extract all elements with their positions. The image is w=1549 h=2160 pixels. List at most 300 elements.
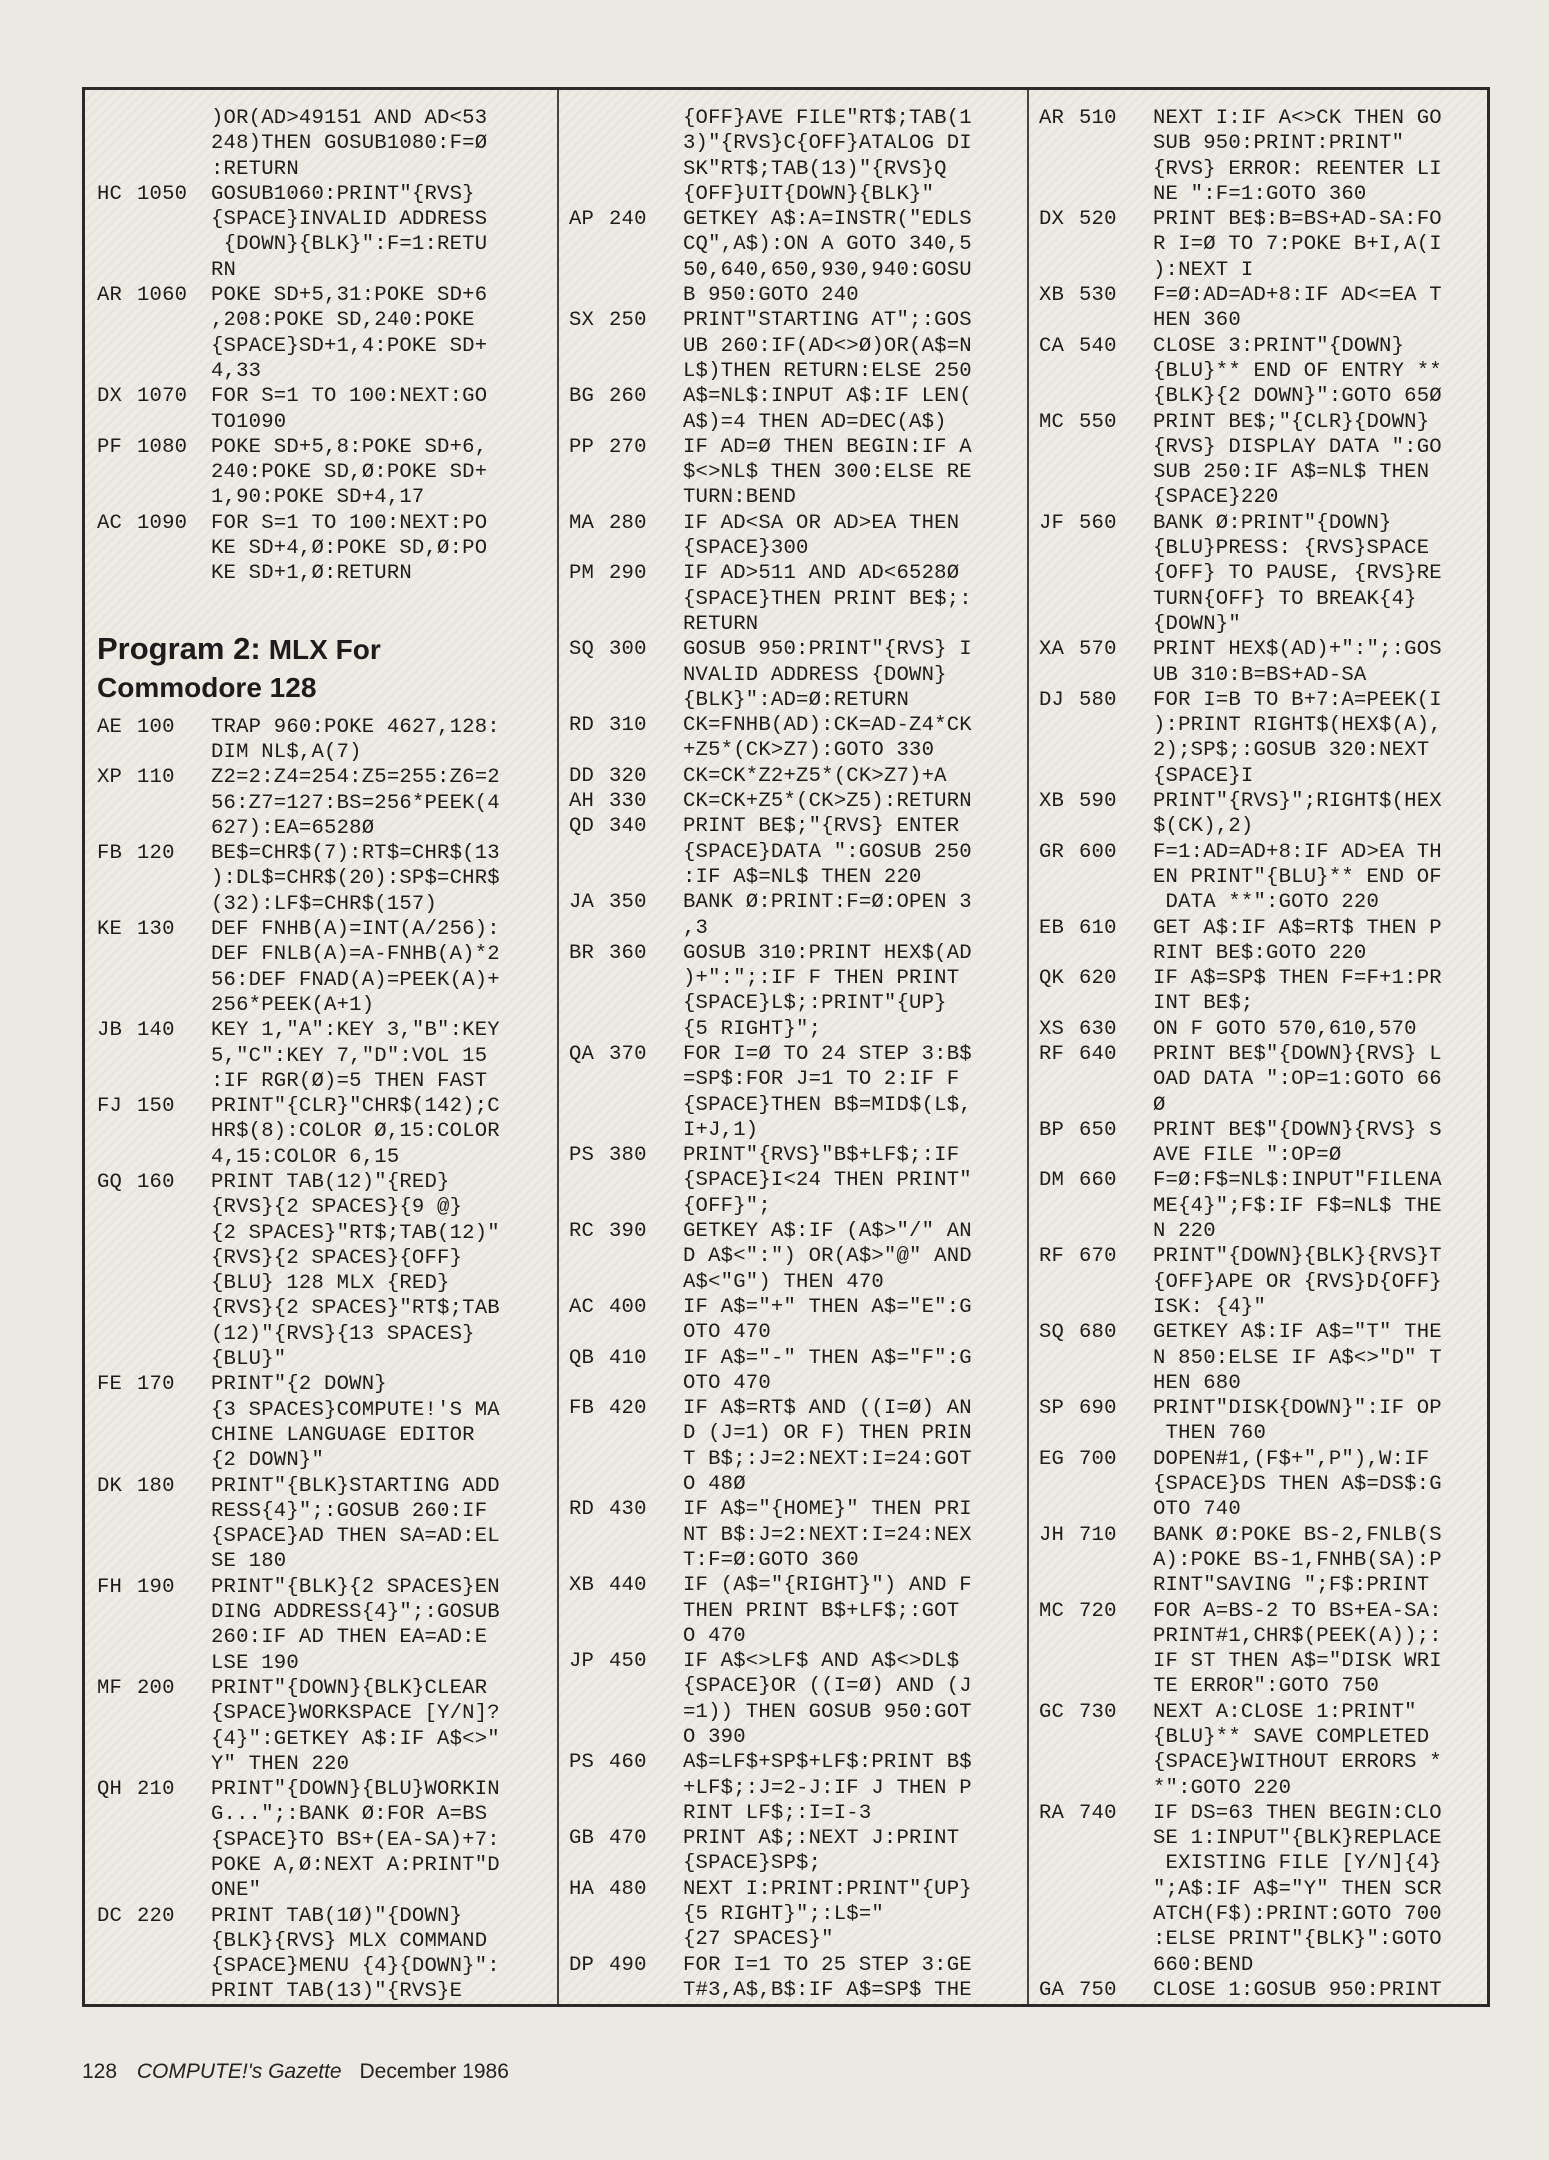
basic-code: *":GOTO 220 (1153, 1776, 1292, 1800)
checksum: JA (569, 891, 595, 915)
line-number: 1070 (137, 385, 188, 409)
code-line (569, 308, 1027, 333)
basic-code: PRINT TAB(13)"{RVS}E (211, 1980, 463, 2004)
code-line (569, 1017, 1027, 1042)
basic-code: :ELSE PRINT"{BLK}":GOTO (1153, 1928, 1442, 1952)
code-line (569, 2003, 1027, 2004)
checksum: DK (97, 1474, 123, 1498)
line-number: 130 (137, 918, 175, 942)
basic-code: INT BE$; (1153, 992, 1254, 1016)
basic-code: GOSUB 950:PRINT"{RVS} I (683, 638, 972, 662)
basic-code: PRINT"{BLK}STARTING ADD (211, 1474, 500, 1498)
basic-code: 56:DEF FNAD(A)=PEEK(A)+ (211, 968, 500, 992)
code-line (1039, 637, 1490, 662)
code-line (569, 1194, 1027, 1219)
line-number: 680 (1079, 1321, 1117, 1345)
basic-code: {3 SPACES}COMPUTE!'S MA (211, 1398, 500, 1422)
code-line (1039, 1371, 1490, 1396)
code-line (1039, 561, 1490, 586)
code-line (97, 511, 557, 536)
checksum: RD (569, 1498, 595, 1522)
basic-code: {5 RIGHT}";:L$=" (683, 1903, 884, 1927)
line-number: 300 (609, 638, 647, 662)
basic-code: OTO 470 (683, 1321, 771, 1345)
basic-code: T#3,A$,B$:IF A$=SP$ THE (683, 1978, 972, 2002)
checksum: XA (1039, 638, 1065, 662)
listing-column-3 (1027, 90, 1490, 2004)
code-line (569, 764, 1027, 789)
checksum: EB (1039, 916, 1065, 940)
basic-code: 260:IF AD THEN EA=AD:E (211, 1626, 488, 1650)
basic-code: T:F=Ø:GOTO 360 (683, 1548, 859, 1572)
basic-code: NE ":F=1:GOTO 360 (1153, 182, 1367, 206)
checksum: DX (97, 385, 123, 409)
basic-code: SK"RT$;TAB(13)"{RVS}Q (683, 157, 947, 181)
basic-code: RINT"SAVING ";F$:PRINT (1153, 1574, 1430, 1598)
basic-code: G...";:BANK Ø:FOR A=BS (211, 1803, 488, 1827)
basic-code: PRINT"{DOWN}{BLU}WORKIN (211, 1778, 500, 1802)
code-line (97, 1853, 557, 1878)
code-line (97, 1802, 557, 1827)
code-line (569, 637, 1027, 662)
code-line (569, 1750, 1027, 1775)
line-number: 410 (609, 1346, 647, 1370)
line-number: 640 (1079, 1042, 1117, 1066)
code-line (1039, 1168, 1490, 1193)
code-line (97, 106, 557, 131)
code-line (569, 1219, 1027, 1244)
code-line (569, 1371, 1027, 1396)
code-line (569, 435, 1027, 460)
code-line (1039, 764, 1490, 789)
issue-date: December 1986 (359, 2060, 509, 2083)
basic-code: ";A$:IF A$="Y" THEN SCR (1153, 1877, 1442, 1901)
listing-column-2 (557, 90, 1027, 2004)
basic-code: AVE FILE ":OP=Ø (1153, 1144, 1342, 1168)
basic-code: {SPACE}THEN B$=MID$(L$, (683, 1093, 972, 1117)
code-line (1039, 1067, 1490, 1092)
code-line (97, 1271, 557, 1296)
basic-code: CK=CK*Z2+Z5*(CK>Z7)+A (683, 764, 947, 788)
basic-code: PRINT"{DOWN}{BLK}CLEAR (211, 1676, 488, 1700)
line-number: 490 (609, 1953, 647, 1977)
checksum: AR (1039, 107, 1065, 130)
code-line (1039, 789, 1490, 814)
basic-code: PRINT"{RVS}"B$+LF$;:IF (683, 1144, 960, 1168)
basic-code: {RVS}{2 SPACES}"RT$;TAB (211, 1297, 500, 1321)
line-number: 180 (137, 1474, 175, 1498)
line-number: 390 (609, 1220, 647, 1244)
basic-code: {BLU}** END OF ENTRY ** (1153, 359, 1442, 383)
code-line (1039, 435, 1490, 460)
column-3-lines (1039, 106, 1490, 2004)
line-number: 750 (1079, 1978, 1117, 2002)
basic-code: ,3 (683, 916, 709, 940)
basic-code: F=Ø:F$=NL$:INPUT"FILENA (1153, 1169, 1442, 1193)
basic-code: {OFF}AVE FILE"RT$;TAB(1 (683, 107, 972, 130)
basic-code: HEN 680 (1153, 1371, 1241, 1395)
basic-code: D (J=1) OR F) THEN PRIN (683, 1422, 972, 1446)
code-line (1039, 1270, 1490, 1295)
code-line (569, 536, 1027, 561)
code-line (97, 1372, 557, 1397)
basic-code: ON F GOTO 570,610,570 (1153, 1017, 1417, 1041)
code-line (1039, 1143, 1490, 1168)
checksum: JF (1039, 511, 1065, 535)
code-line (569, 1801, 1027, 1826)
code-line (1039, 1776, 1490, 1801)
code-line (97, 1296, 557, 1321)
code-line (97, 993, 557, 1018)
checksum: BR (569, 941, 595, 965)
checksum: BG (569, 385, 595, 409)
code-line (97, 1676, 557, 1701)
code-line (97, 968, 557, 993)
basic-code: BANK Ø:POKE BS-2,FNLB(S (1153, 1523, 1442, 1547)
basic-code: RN (211, 258, 237, 282)
code-line (97, 1600, 557, 1625)
basic-code: DOPEN#1,(F$+",P"),W:IF (1153, 1447, 1430, 1471)
basic-code: ISK: {4}" (1153, 1295, 1267, 1319)
code-line (1039, 713, 1490, 738)
basic-code: KEY 1,"A":KEY 3,"B":KEY (211, 1019, 500, 1043)
basic-code: IF AD<SA OR AD>EA THEN (683, 511, 960, 535)
code-line (569, 511, 1027, 536)
basic-code: GETKEY A$:IF A$="T" THE (1153, 1321, 1442, 1345)
line-number: 650 (1079, 1118, 1117, 1142)
basic-code: FOR I=Ø TO 24 STEP 3:B$ (683, 1042, 972, 1066)
code-line (1039, 1497, 1490, 1522)
checksum: FB (569, 1397, 595, 1421)
code-line (1039, 460, 1490, 485)
code-line (569, 1624, 1027, 1649)
line-number: 150 (137, 1095, 175, 1119)
code-line (97, 1145, 557, 1170)
basic-code: {SPACE}DS THEN A$=DS$:G (1153, 1473, 1442, 1497)
basic-code: ATCH(F$):PRINT:GOTO 700 (1153, 1903, 1442, 1927)
checksum: DX (1039, 208, 1065, 232)
code-line (1039, 1826, 1490, 1851)
code-line (1039, 1042, 1490, 1067)
code-line (97, 917, 557, 942)
code-line (1039, 1573, 1490, 1598)
code-line (569, 1244, 1027, 1269)
basic-code: {BLU} 128 MLX {RED} (211, 1272, 450, 1296)
basic-code: {BLK}":AD=Ø:RETURN (683, 688, 910, 712)
basic-code: PRINT"{BLK}{2 SPACES}EN (211, 1575, 500, 1599)
basic-code: 50,640,650,930,940:GOSU (683, 258, 972, 282)
checksum: GQ (97, 1170, 123, 1194)
basic-code: ):NEXT I (1153, 258, 1254, 282)
code-line (1039, 359, 1490, 384)
basic-code: {SPACE}AD THEN SA=AD:EL (211, 1525, 500, 1549)
code-line (97, 1069, 557, 1094)
basic-code: {SPACE}MENU {4}{DOWN}": (211, 1955, 500, 1979)
basic-code: PRINT"{DOWN}{BLK}{RVS}T (1153, 1245, 1442, 1269)
basic-code: A$)=4 THEN AD=DEC(A$) (683, 410, 947, 434)
basic-code: GETKEY A$:IF (A$>"/" AN (683, 1220, 972, 1244)
line-number: 460 (609, 1751, 647, 1775)
magazine-name: COMPUTE!'s Gazette (136, 2060, 342, 2083)
basic-code: L$)THEN RETURN:ELSE 250 (683, 359, 972, 383)
line-number: 100 (137, 715, 175, 739)
line-number: 560 (1079, 511, 1117, 535)
code-line (1039, 1194, 1490, 1219)
basic-code: CLOSE 3:PRINT"{DOWN} (1153, 334, 1405, 358)
code-line (1039, 232, 1490, 257)
code-line (569, 1421, 1027, 1446)
basic-code: I+J,1) (683, 1118, 759, 1142)
code-line (569, 1826, 1027, 1851)
code-line (569, 1168, 1027, 1193)
code-line (569, 840, 1027, 865)
line-number: 510 (1079, 107, 1117, 130)
line-number: 480 (609, 1877, 647, 1901)
code-line (97, 207, 557, 232)
basic-code: F=Ø:AD=AD+8:IF AD<=EA T (1153, 284, 1442, 308)
code-line (97, 1575, 557, 1600)
checksum: PS (569, 1751, 595, 1775)
code-line (97, 308, 557, 333)
checksum: XP (97, 766, 123, 790)
basic-code: :RETURN (211, 157, 299, 181)
basic-code: PRINT"STARTING AT";:GOS (683, 309, 972, 333)
code-line (569, 1093, 1027, 1118)
line-number: 200 (137, 1676, 175, 1700)
basic-code: PRINT HEX$(AD)+":";:GOS (1153, 638, 1442, 662)
basic-code: POKE A,Ø:NEXT A:PRINT"D (211, 1854, 500, 1877)
code-line (97, 182, 557, 207)
checksum: PS (569, 1144, 595, 1168)
basic-code: IF AD>511 AND AD<6528Ø (683, 562, 960, 586)
code-line (569, 789, 1027, 814)
code-line (569, 1472, 1027, 1497)
basic-code: {2 SPACES}"RT$;TAB(12)" (211, 1221, 500, 1245)
basic-code: 56:Z7=127:BS=256*PEEK(4 (211, 791, 500, 815)
code-line (569, 1978, 1027, 2003)
basic-code: TRAP 960:POKE 4627,128: (211, 715, 500, 739)
checksum: JP (569, 1650, 595, 1674)
checksum: KE (97, 918, 123, 942)
checksum: PM (569, 562, 595, 586)
basic-code: DIM NL$,A(7) (211, 740, 362, 764)
code-line (97, 1929, 557, 1954)
checksum: GA (1039, 1978, 1065, 2002)
code-line (97, 131, 557, 156)
code-line (97, 765, 557, 790)
code-line (97, 1170, 557, 1195)
basic-code: O 48Ø (683, 1473, 746, 1497)
basic-code: :IF RGR(Ø)=5 THEN FAST (211, 1069, 488, 1093)
line-number: 320 (609, 764, 647, 788)
line-number: 590 (1079, 790, 1117, 814)
code-line (97, 157, 557, 182)
code-line (1039, 1118, 1490, 1143)
code-line (569, 713, 1027, 738)
code-line (1039, 106, 1490, 131)
checksum: QH (97, 1778, 123, 1802)
basic-code: SE 180 (211, 1550, 287, 1574)
basic-code: {SPACE}I<24 THEN PRINT" (683, 1169, 972, 1193)
checksum: QK (1039, 967, 1065, 991)
code-line (569, 1927, 1027, 1952)
basic-code: N 850:ELSE IF A$<>"D" T (1153, 1346, 1442, 1370)
code-line (569, 1573, 1027, 1598)
checksum: GC (1039, 1700, 1065, 1724)
checksum: DJ (1039, 688, 1065, 712)
checksum: AC (569, 1295, 595, 1319)
checksum: DC (97, 1904, 123, 1928)
code-line (1039, 1219, 1490, 1244)
basic-code: RINT BE$:GOTO 220 (1153, 941, 1367, 965)
line-number: 580 (1079, 688, 1117, 712)
code-line (1039, 1801, 1490, 1826)
code-line (569, 1851, 1027, 1876)
code-line (1039, 1017, 1490, 1042)
basic-code: FOR I=B TO B+7:A=PEEK(I (1153, 688, 1442, 712)
basic-code: {BLU}PRESS: {RVS}SPACE (1153, 537, 1430, 561)
code-line (569, 485, 1027, 510)
basic-code: 3)"{RVS}C{OFF}ATALOG DI (683, 132, 972, 156)
code-line (1039, 1093, 1490, 1118)
code-line (1039, 1295, 1490, 1320)
basic-code: {SPACE}I (1153, 764, 1254, 788)
basic-code: {RVS}{2 SPACES}{9 @} (211, 1196, 463, 1220)
code-line (97, 460, 557, 485)
column-1-bottom-lines (97, 715, 557, 2004)
program-label: Program 2: (97, 630, 261, 666)
code-line (1039, 1674, 1490, 1699)
line-number: 370 (609, 1042, 647, 1066)
checksum: XB (1039, 790, 1065, 814)
code-line (1039, 334, 1490, 359)
code-line (97, 258, 557, 283)
basic-code: 5,"C":KEY 7,"D":VOL 15 (211, 1044, 488, 1068)
checksum: MC (1039, 1599, 1065, 1623)
code-line (97, 1625, 557, 1650)
basic-code: EN PRINT"{BLU}** END OF (1153, 865, 1442, 889)
code-line (569, 207, 1027, 232)
code-line (97, 1474, 557, 1499)
basic-code: 627):EA=6528Ø (211, 816, 375, 840)
code-line (569, 1548, 1027, 1573)
basic-code: +LF$;:J=2-J:IF J THEN P (683, 1776, 972, 1800)
basic-code: DEF FNHB(A)=INT(A/256): (211, 918, 500, 942)
line-number: 520 (1079, 208, 1117, 232)
code-line (1039, 1447, 1490, 1472)
checksum: GB (569, 1827, 595, 1851)
basic-code: IF A$<>LF$ AND A$<>DL$ (683, 1650, 960, 1674)
code-line (1039, 1548, 1490, 1573)
basic-code: ):PRINT RIGHT$(HEX$(A), (1153, 714, 1442, 738)
basic-code (683, 2003, 972, 2004)
code-line (1039, 131, 1490, 156)
basic-code: D A$<":") OR(A$>"@" AND (683, 1245, 972, 1269)
code-line (97, 1094, 557, 1119)
basic-code: UB 310:B=BS+AD-SA (1153, 663, 1367, 687)
basic-code: {2 DOWN}" (211, 1449, 325, 1473)
basic-code: SUB 950:PRINT:PRINT" (1153, 132, 1405, 156)
basic-code: SUB 250:IF A$=NL$ THEN (1153, 461, 1430, 485)
basic-code: FOR A=BS-2 TO BS+EA-SA: (1153, 1599, 1442, 1623)
checksum: RD (569, 714, 595, 738)
code-line (1039, 814, 1490, 839)
basic-code: PRINT TAB(12)"{RED} (211, 1170, 450, 1194)
basic-code: ME{4}";F$:IF F$=NL$ THE (1153, 1194, 1442, 1218)
line-number: 1090 (137, 511, 188, 535)
basic-code: {4}":GETKEY A$:IF A$<>" (211, 1727, 500, 1751)
code-line (1039, 1725, 1490, 1750)
code-line (1039, 738, 1490, 763)
basic-code: $(CK),2) (1153, 815, 1254, 839)
code-line (569, 1042, 1027, 1067)
page-number: 128 (82, 2060, 118, 2083)
basic-code: R I=Ø TO 7:POKE B+I,A(I (1153, 233, 1442, 257)
basic-code: HR$(8):COLOR Ø,15:COLOR (211, 1120, 500, 1144)
basic-code: {OFF}UIT{DOWN}{BLK}" (683, 182, 935, 206)
basic-code: Ø (1153, 1093, 1166, 1117)
basic-code: {OFF} TO PAUSE, {RVS}RE (1153, 562, 1442, 586)
basic-code: GOSUB1060:PRINT"{RVS} (211, 182, 475, 206)
code-line (1039, 258, 1490, 283)
code-line (569, 283, 1027, 308)
basic-code: {SPACE}INVALID ADDRESS (211, 208, 488, 232)
code-line (97, 1347, 557, 1372)
code-line (1039, 890, 1490, 915)
code-line (97, 1398, 557, 1423)
basic-code: GET A$:IF A$=RT$ THEN P (1153, 916, 1442, 940)
checksum: XB (1039, 284, 1065, 308)
code-line (97, 740, 557, 765)
line-number: 540 (1079, 334, 1117, 358)
checksum: GR (1039, 840, 1065, 864)
basic-code: NEXT I:IF A<>CK THEN GO (1153, 107, 1442, 130)
code-line (97, 1878, 557, 1903)
checksum: DM (1039, 1169, 1065, 1193)
basic-code: OAD DATA ":OP=1:GOTO 66 (1153, 1068, 1442, 1092)
line-number: 270 (609, 435, 647, 459)
basic-code: (12)"{RVS}{13 SPACES} (211, 1322, 475, 1346)
basic-code: A$=NL$:INPUT A$:IF LEN( (683, 385, 972, 409)
line-number: 550 (1079, 410, 1117, 434)
code-line (569, 1674, 1027, 1699)
basic-code: {SPACE}THEN PRINT BE$;: (683, 587, 972, 611)
line-number: 240 (609, 208, 647, 232)
code-line (97, 1701, 557, 1726)
line-number: 120 (137, 842, 175, 866)
basic-code: PRINT BE$:B=BS+AD-SA:FO (1153, 208, 1442, 232)
code-line (569, 941, 1027, 966)
code-line (97, 1018, 557, 1043)
code-line (569, 1902, 1027, 1927)
basic-code: ,208:POKE SD,240:POKE (211, 309, 475, 333)
code-line (569, 106, 1027, 131)
code-line (1039, 511, 1490, 536)
basic-code: 4,15:COLOR 6,15 (211, 1145, 400, 1169)
line-number: 1050 (137, 182, 188, 206)
code-line (1039, 865, 1490, 890)
code-line (97, 1651, 557, 1676)
code-line (97, 384, 557, 409)
basic-code: CHINE LANGUAGE EDITOR (211, 1423, 475, 1447)
code-line (97, 1727, 557, 1752)
code-line (1039, 1978, 1490, 2003)
code-line (97, 1904, 557, 1929)
basic-code: PRINT#1,CHR$(PEEK(A));: (1153, 1624, 1442, 1648)
basic-code: CQ",A$):ON A GOTO 340,5 (683, 233, 972, 257)
basic-code: CK=FNHB(AD):CK=AD-Z4*CK (683, 714, 972, 738)
code-line (1039, 2003, 1490, 2004)
